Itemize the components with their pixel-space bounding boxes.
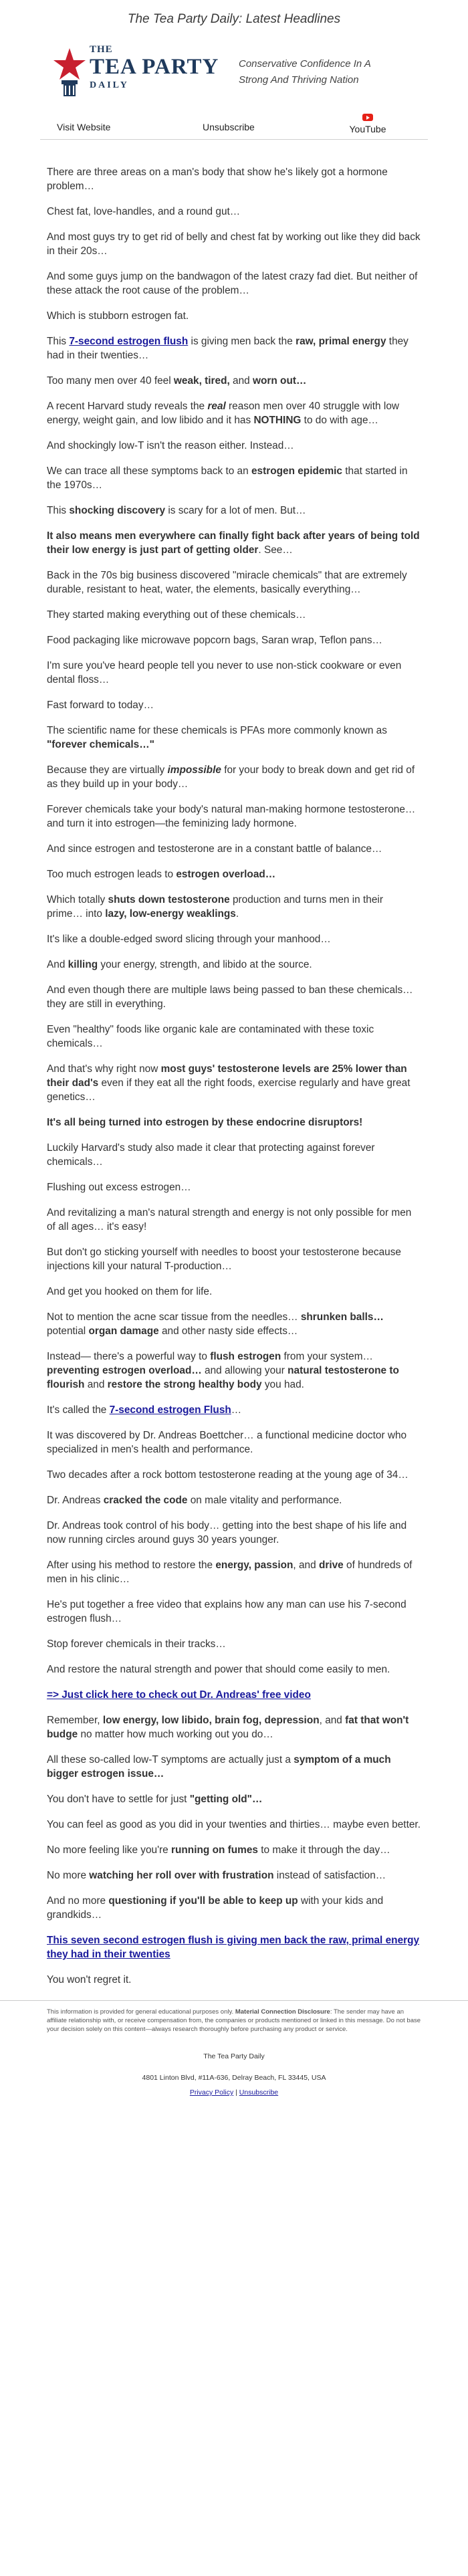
text: A recent Harvard study reveals the [47, 401, 208, 412]
paragraph [47, 1350, 421, 1392]
bold-text: energy, passion [215, 1560, 294, 1571]
paragraph [47, 334, 421, 362]
bold-text: "getting old"… [189, 1794, 263, 1805]
nav-bar [40, 107, 428, 140]
paragraph [47, 529, 421, 557]
text: … [231, 1404, 242, 1416]
visit-website-link[interactable]: Visit Website [57, 122, 111, 132]
text: reason men over 40 struggle with low energy, weight gain, and low libido and it has [47, 401, 399, 426]
paragraph: Even "healthy" foods like organic kale are contaminated with these toxic chemicals… [47, 1024, 374, 1049]
text: : The sender may have an affiliate relationship with, or receive compensation from, the companies or products mentioned or linked in this message. Do not base your decision solely on this content—always research thoroughly before purchasing any product or service. [47, 2008, 421, 2033]
text: , and [319, 1715, 346, 1726]
paragraph: Back in the 70s big business discovered "miracle chemicals" that are extremely durable, resistant to heat, water, the elements, basically everything… [47, 570, 407, 595]
paragraph [47, 1753, 421, 1781]
disclaimer [47, 2008, 421, 2034]
bold-text: NOTHING [253, 415, 302, 426]
text: from your system… [281, 1351, 373, 1362]
brand-banner [0, 33, 468, 107]
text: You don't have to settle for just [47, 1794, 190, 1805]
bold-text: estrogen epidemic [251, 465, 342, 477]
bold-text: organ damage [88, 1325, 159, 1337]
text: no matter how much working out you do… [78, 1729, 273, 1740]
bold-text: raw, primal energy [296, 336, 386, 347]
bold-text: It's all being turned into estrogen by these endocrine disruptors! [47, 1117, 363, 1128]
paragraph: Fast forward to today… [47, 700, 154, 711]
text: and [229, 375, 253, 387]
youtube-label: YouTube [349, 124, 386, 134]
footer-unsubscribe-link[interactable]: Unsubscribe [239, 2088, 279, 2097]
text: Instead— there's a powerful way to [47, 1351, 211, 1362]
bold-text: natural testosterone to flourish [47, 1365, 399, 1390]
paragraph [47, 399, 421, 427]
paragraph: Dr. Andreas took control of his body… getting into the best shape of his life and now running circles around guys 30 years younger. [47, 1520, 407, 1545]
paragraph: And restore the natural strength and power that should come easily to men. [47, 1664, 390, 1675]
paragraph [47, 724, 421, 752]
text: with your kids and grandkids… [47, 1895, 384, 1921]
text: is scary for a lot of men. But… [165, 505, 306, 516]
paragraph: And most guys try to get rid of belly and chest fat by working out like they did back in their 20s… [47, 231, 421, 257]
text: of hundreds of men in his clinic… [47, 1560, 413, 1585]
tagline: Conservative Confidence In A Strong And Thriving Nation [239, 58, 371, 86]
bold-text: lazy, low-energy weaklings [105, 908, 236, 920]
logo-text-main: TEA PARTY [90, 55, 219, 79]
paragraph [47, 1933, 421, 1961]
bold-text: killing [68, 959, 98, 970]
text: The scientific name for these chemicals is PFAs more commonly known as [47, 725, 387, 736]
text: And that's why right now [47, 1063, 161, 1075]
text: We can trace all these symptoms back to an [47, 465, 251, 477]
paragraph: Stop forever chemicals in their tracks… [47, 1638, 226, 1650]
paragraph [47, 1115, 421, 1130]
estrogen-flush-cta-link[interactable]: This seven second estrogen flush is giving men back the raw, primal energy they had in their twenties [47, 1935, 420, 1960]
text: instead of satisfaction… [273, 1870, 386, 1881]
youtube-link[interactable] [341, 112, 394, 134]
estrogen-flush-link[interactable]: 7-second estrogen Flush [109, 1404, 231, 1416]
bold-text: drive [318, 1560, 344, 1571]
text: Not to mention the acne scar tissue from the needles… [47, 1311, 301, 1323]
separator: | [233, 2088, 239, 2097]
youtube-icon [362, 114, 373, 121]
logo-text-daily: DAILY [90, 80, 129, 90]
paragraph [47, 958, 421, 972]
bold-text: shrunken balls… [300, 1311, 384, 1323]
text: and allowing your [201, 1365, 288, 1376]
text: and [84, 1379, 108, 1390]
footer-links [47, 2088, 421, 2097]
text: is giving men back the [188, 336, 296, 347]
text: on male vitality and performance. [187, 1495, 342, 1506]
paragraph [47, 1403, 421, 1417]
text: All these so-called low-T symptoms are actually just a [47, 1754, 294, 1765]
text: they had in their twenties… [47, 336, 408, 361]
bold-text: worn out… [253, 375, 307, 387]
bold-text: questioning if you'll be able to keep up [108, 1895, 298, 1907]
bold-text: cracked the code [103, 1495, 188, 1506]
bold-text: fat that won't budge [47, 1715, 409, 1740]
bold-text: shuts down testosterone [108, 894, 230, 905]
text: This information is provided for general educational purposes only. [47, 2008, 235, 2016]
paragraph: And even though there are multiple laws being passed to ban these chemicals… they are still in everything. [47, 984, 413, 1010]
bold-text: "forever chemicals…" [47, 739, 154, 750]
text: for your body to break down and get rid of as they build up in your body… [47, 764, 415, 790]
bold-italic-text: impossible [167, 764, 221, 776]
paragraph: Forever chemicals take your body's natural man-making hormone testosterone… and turn it into estrogen—the feminizing lady hormone. [47, 804, 416, 829]
paragraph [47, 763, 421, 791]
paragraph [47, 464, 421, 492]
paragraph [47, 867, 421, 881]
paragraph: He's put together a free video that explains how any man can use his 7-second estrogen flush… [47, 1599, 406, 1624]
bold-text: symptom of a much bigger estrogen issue… [47, 1754, 391, 1780]
text: And [47, 959, 68, 970]
privacy-policy-link[interactable]: Privacy Policy [189, 2088, 234, 2097]
paragraph: And some guys jump on the bandwagon of the latest crazy fad diet. But neither of these attack the root cause of the problem… [47, 271, 418, 296]
paragraph: Two decades after a rock bottom testosterone reading at the young age of 34… [47, 1469, 408, 1481]
text: No more [47, 1870, 90, 1881]
estrogen-flush-link[interactable]: 7-second estrogen flush [69, 336, 189, 347]
paragraph: It was discovered by Dr. Andreas Boettcher… a functional medicine doctor who specialized in men's health and performance. [47, 1430, 407, 1455]
paragraph [47, 1894, 421, 1922]
header-title: The Tea Party Daily: Latest Headlines [127, 12, 341, 26]
paragraph [47, 1558, 421, 1586]
text: This [47, 336, 70, 347]
paragraph: And revitalizing a man's natural strength and energy is not only possible for men of all ages… it's easy! [47, 1207, 412, 1232]
paragraph [47, 1868, 421, 1883]
text: Which totally [47, 894, 108, 905]
bold-text: restore the strong healthy body [107, 1379, 262, 1390]
paragraph [47, 1843, 421, 1857]
text: to do with age… [301, 415, 378, 426]
text: production and turns men in their prime… into [47, 894, 383, 920]
email-footer [0, 2000, 468, 2097]
bold-text: estrogen overload… [176, 869, 276, 880]
bold-text: watching her roll over with frustration [89, 1870, 274, 1881]
unsubscribe-link[interactable]: Unsubscribe [203, 122, 255, 132]
bold-text: weak, tired, [173, 375, 230, 387]
paragraph: It's like a double-edged sword slicing through your manhood… [47, 934, 331, 945]
paragraph [47, 1062, 421, 1104]
bold-text: flush estrogen [210, 1351, 281, 1362]
paragraph [47, 893, 421, 921]
text: Too many men over 40 feel [47, 375, 174, 387]
text: After using his method to restore the [47, 1560, 216, 1571]
paragraph: You won't regret it. [47, 1974, 132, 1985]
paragraph [47, 1493, 421, 1507]
text: Dr. Andreas [47, 1495, 104, 1506]
text: No more feeling like you're [47, 1844, 172, 1856]
logo-text-the: THE [90, 44, 113, 55]
paragraph: There are three areas on a man's body that show he's likely got a hormone problem… [47, 167, 388, 192]
paragraph: Food packaging like microwave popcorn bags, Saran wrap, Teflon pans… [47, 635, 382, 646]
text: . [235, 908, 239, 920]
text: Because they are virtually [47, 764, 168, 776]
paragraph: And shockingly low-T isn't the reason either. Instead… [47, 440, 294, 451]
tea-party-logo[interactable] [52, 41, 219, 102]
free-video-link[interactable]: => Just click here to check out Dr. Andreas' free video [47, 1689, 311, 1701]
text: your energy, strength, and libido at the source. [98, 959, 312, 970]
bold-italic-text: real [207, 401, 226, 412]
paragraph: And get you hooked on them for life. [47, 1286, 213, 1297]
text: and other nasty side effects… [158, 1325, 298, 1337]
text: you had. [261, 1379, 304, 1390]
paragraph: You can feel as good as you did in your twenties and thirties… maybe even better. [47, 1819, 421, 1830]
text: to make it through the day… [257, 1844, 390, 1856]
paragraph: Which is stubborn estrogen fat. [47, 310, 189, 322]
email-body [0, 165, 468, 1987]
text: , and [293, 1560, 319, 1571]
paragraph [47, 1713, 421, 1741]
text: It's called the [47, 1404, 110, 1416]
footer-company-name: The Tea Party Daily [203, 2052, 265, 2060]
bold-text: shocking discovery [69, 505, 166, 516]
text: Too much estrogen leads to [47, 869, 177, 880]
paragraph [47, 504, 421, 518]
paragraph [47, 1310, 421, 1338]
star-icon [52, 47, 87, 98]
text: And no more [47, 1895, 109, 1907]
paragraph: And since estrogen and testosterone are in a constant battle of balance… [47, 843, 382, 855]
text: Remember, [47, 1715, 103, 1726]
bold-text: running on fumes [171, 1844, 258, 1856]
paragraph: Flushing out excess estrogen… [47, 1182, 191, 1193]
bold-text: Material Connection Disclosure [235, 2008, 330, 2016]
paragraph: Chest fat, love-handles, and a round gut… [47, 206, 241, 217]
paragraph: But don't go sticking yourself with needles to boost your testosterone because injections kill your natural T-production… [47, 1247, 401, 1272]
bold-text: preventing estrogen overload… [47, 1365, 202, 1376]
text: . See… [258, 544, 293, 556]
paragraph [47, 1688, 421, 1702]
bold-text: most guys' testosterone levels are 25% lower than their dad's [47, 1063, 407, 1089]
bold-text: low energy, low libido, brain fog, depression [102, 1715, 320, 1726]
text: even if they eat all the right foods, exercise regularly and have great genetics… [47, 1077, 411, 1103]
paragraph [47, 374, 421, 388]
bold-text: It also means men everywhere can finally fight back after years of being told their low energy is just part of getting older [47, 530, 420, 556]
paragraph [47, 1792, 421, 1806]
footer-address: 4801 Linton Blvd, #11A-636, Delray Beach, FL 33445, USA [142, 2074, 326, 2082]
paragraph: Luckily Harvard's study also made it clear that protecting against forever chemicals… [47, 1142, 375, 1168]
paragraph: They started making everything out of these chemicals… [47, 609, 306, 621]
text: This [47, 505, 70, 516]
paragraph: I'm sure you've heard people tell you never to use non-stick cookware or even dental floss… [47, 660, 402, 685]
text: that started in the 1970s… [47, 465, 408, 491]
text: potential [47, 1325, 89, 1337]
